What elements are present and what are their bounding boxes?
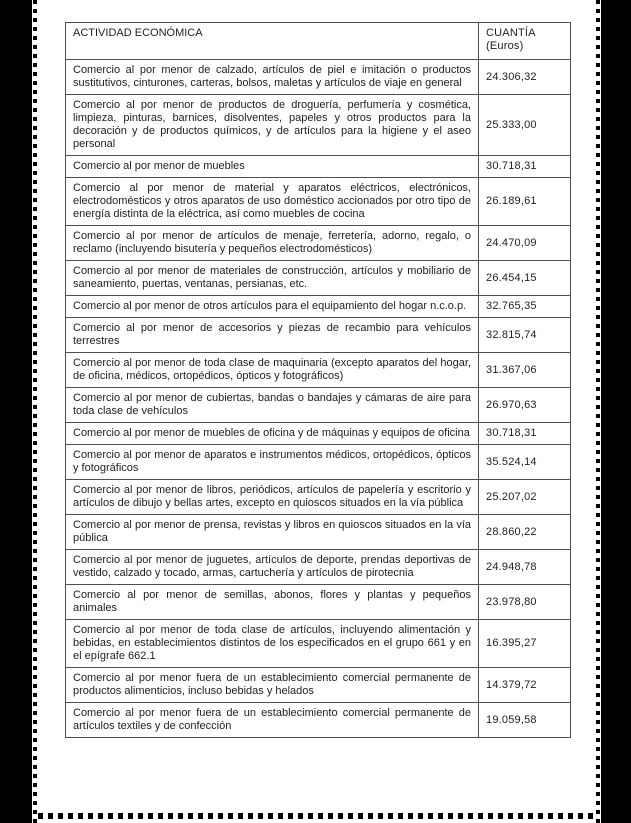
scan-edge-left (0, 0, 32, 823)
scan-edge-right (601, 0, 631, 823)
column-header-activity: ACTIVIDAD ECONÓMICA (66, 23, 479, 60)
table-row (66, 296, 571, 318)
table-row (66, 550, 571, 585)
activity-cell: Comercio al por menor de cubiertas, bandas o bandajes y cámaras de aire para toda clase de vehículos (66, 388, 479, 423)
amount-cell: 30.718,31 (479, 423, 571, 445)
table-row (66, 95, 571, 156)
table-row (66, 445, 571, 480)
table-row (66, 668, 571, 703)
activity-cell: Comercio al por menor de semillas, abonos, flores y plantas y pequeños animales (66, 585, 479, 620)
amount-cell: 26.970,63 (479, 388, 571, 423)
activity-cell: Comercio al por menor de aparatos e instrumentos médicos, ortopédicos, ópticos y fotográficos (66, 445, 479, 480)
table-row (66, 156, 571, 178)
amount-cell: 24.306,32 (479, 60, 571, 95)
amount-cell: 31.367,06 (479, 353, 571, 388)
column-header-amount (479, 23, 571, 60)
table-row (66, 388, 571, 423)
amount-cell: 32.765,35 (479, 296, 571, 318)
activity-cell: Comercio al por menor de otros artículos para el equipamiento del hogar n.c.o.p. (66, 296, 479, 318)
table-row (66, 585, 571, 620)
activity-cell: Comercio al por menor de muebles de oficina y de máquinas y equipos de oficina (66, 423, 479, 445)
table-row (66, 703, 571, 738)
amount-cell: 32.815,74 (479, 318, 571, 353)
amount-cell: 24.470,09 (479, 226, 571, 261)
amount-cell: 30.718,31 (479, 156, 571, 178)
activity-cell: Comercio al por menor de accesorios y piezas de recambio para vehículos terrestres (66, 318, 479, 353)
amount-cell: 26.189,61 (479, 178, 571, 226)
table-row (66, 353, 571, 388)
activity-cell: Comercio al por menor de muebles (66, 156, 479, 178)
economic-activity-table (65, 22, 571, 738)
activity-cell: Comercio al por menor fuera de un establecimiento comercial permanente de productos alimenticios, incluso bebidas y helados (66, 668, 479, 703)
table-row (66, 226, 571, 261)
amount-cell: 23.978,80 (479, 585, 571, 620)
table-row (66, 515, 571, 550)
activity-cell: Comercio al por menor de materiales de construcción, artículos y mobiliario de saneamiento, puertas, ventanas, persianas, etc. (66, 261, 479, 296)
amount-cell: 14.379,72 (479, 668, 571, 703)
activity-cell: Comercio al por menor de calzado, artículos de piel e imitación o productos sustitutivos, cinturones, carteras, bolsos, maletas y artículos de viaje en general (66, 60, 479, 95)
scan-perforation-bottom (38, 813, 596, 819)
amount-cell: 28.860,22 (479, 515, 571, 550)
table-row (66, 178, 571, 226)
table-row (66, 318, 571, 353)
activity-cell: Comercio al por menor de libros, periódicos, artículos de papelería y escritorio y artículos de dibujo y bellas artes, excepto en quioscos situados en la vía pública (66, 480, 479, 515)
amount-cell: 35.524,14 (479, 445, 571, 480)
activity-cell: Comercio al por menor de juguetes, artículos de deporte, prendas deportivas de vestido, calzado y tocado, armas, cartuchería y artículos de pirotecnia (66, 550, 479, 585)
activity-cell: Comercio al por menor de material y aparatos eléctricos, electrónicos, electrodomésticos y otros aparatos de uso doméstico accionados por otro tipo de energía distinta de la eléctrica, así como muebles de cocina (66, 178, 479, 226)
table-row (66, 423, 571, 445)
column-header-amount-line2: (Euros) (486, 40, 524, 52)
activity-cell: Comercio al por menor fuera de un establecimiento comercial permanente de artículos textiles y de confección (66, 703, 479, 738)
activity-cell: Comercio al por menor de productos de droguería, perfumería y cosmética, limpieza, pinturas, barnices, disolventes, papeles y otros productos para la decoración y de productos químicos, y de artículos para la higiene y el aseo personal (66, 95, 479, 156)
activity-cell: Comercio al por menor de artículos de menaje, ferretería, adorno, regalo, o reclamo (incluyendo bisutería y pequeños electrodomésticos) (66, 226, 479, 261)
amount-cell: 24.948,78 (479, 550, 571, 585)
column-header-amount-line1: CUANTÍA (486, 27, 536, 39)
activity-cell: Comercio al por menor de prensa, revistas y libros en quioscos situados en la vía pública (66, 515, 479, 550)
amount-cell: 25.333,00 (479, 95, 571, 156)
scan-perforation-right (596, 0, 600, 823)
table-row (66, 261, 571, 296)
amount-cell: 25.207,02 (479, 480, 571, 515)
table-row (66, 620, 571, 668)
scan-perforation-left (33, 0, 37, 823)
activity-cell: Comercio al por menor de toda clase de artículos, incluyendo alimentación y bebidas, en establecimientos distintos de los especificados en el grupo 661 y en el epígrafe 662.1 (66, 620, 479, 668)
amount-cell: 19.059,58 (479, 703, 571, 738)
amount-cell: 16.395,27 (479, 620, 571, 668)
amount-cell: 26.454,15 (479, 261, 571, 296)
table-row (66, 60, 571, 95)
table-row (66, 480, 571, 515)
table-header-row (66, 23, 571, 60)
activity-cell: Comercio al por menor de toda clase de maquinaria (excepto aparatos del hogar, de oficina, médicos, ortopédicos, ópticos y fotográficos) (66, 353, 479, 388)
